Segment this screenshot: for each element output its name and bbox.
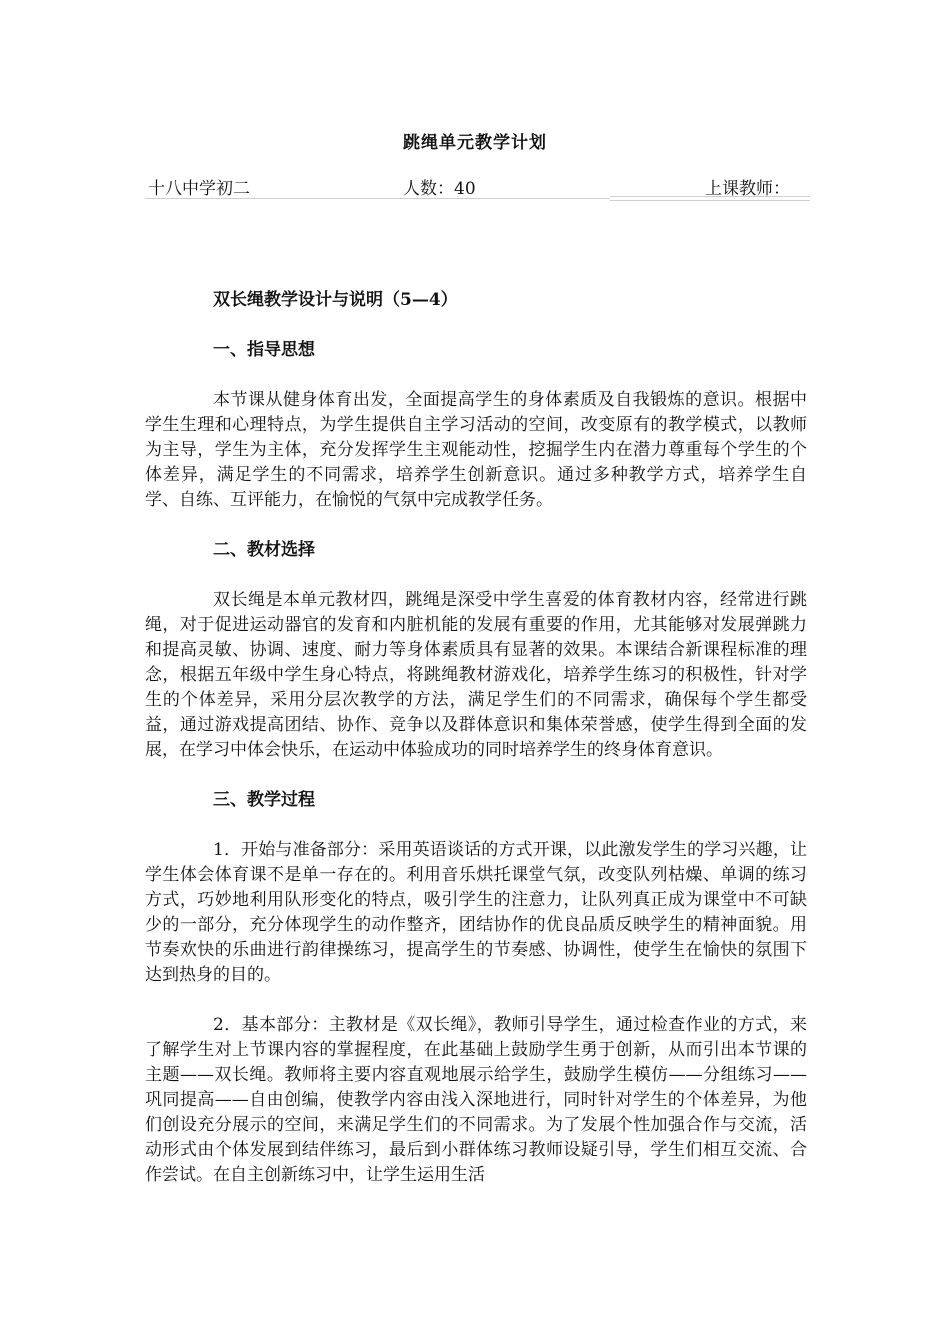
section-heading: 二、教材选择 xyxy=(213,540,315,560)
school-class-label: 十八中学初二 xyxy=(148,179,250,199)
student-count-label: 人数：40 xyxy=(403,179,476,199)
design-title: 双长绳教学设计与说明（5—4） xyxy=(213,290,458,310)
header-divider xyxy=(145,198,610,199)
section-paragraph: 双长绳是本单元教材四，跳绳是深受中学生喜爱的体育教材内容，经常进行跳绳，对于促进运动器官的发育和内脏机能的发展有重要的作用，尤其能够对发展弹跳力和提高灵敏、协调、速度、耐力等身体素质具有显著的效果。本课结合新课程标准的理念，根据五年级中学生身心特点，将跳绳教材游戏化，培养学生练习的积极性，针对学生的个体差异，采用分层次教学的方法，满足学生们的不同需求，确保每个学生都受益，通过游戏提高团结、协作、竞争以及群体意识和集体荣誉感，使学生得到全面的发展，在学习中体会快乐，在运动中体验成功的同时培养学生的终身体育意识。 xyxy=(145,590,807,760)
document-title: 跳绳单元教学计划 xyxy=(403,133,547,153)
document-body xyxy=(145,288,807,1188)
header-divider-double xyxy=(610,196,810,201)
section-heading: 一、指导思想 xyxy=(213,340,315,360)
section-heading: 三、教学过程 xyxy=(213,790,315,810)
section-paragraph: 1．开始与准备部分：采用英语谈话的方式开课，以此激发学生的学习兴趣，让学生体会体育课不是单一存在的。利用音乐烘托课堂气氛，改变队列枯燥、单调的练习方式，巧妙地利用队形变化的特点，吸引学生的注意力，让队列真正成为课堂中不可缺少的一部分，充分体现学生的动作整齐，团结协作的优良品质反映学生的精神面貌。用节奏欢快的乐曲进行韵律操练习，提高学生的节奏感、协调性，使学生在愉快的氛围下达到热身的目的。 xyxy=(145,840,807,985)
section-paragraph: 2．基本部分：主教材是《双长绳》，教师引导学生，通过检查作业的方式，来了解学生对上节课内容的掌握程度，在此基础上鼓励学生勇于创新，从而引出本节课的主题——双长绳。教师将主要内容直观地展示给学生，鼓励学生模仿——分组练习——巩同提高——自由创编，使教学内容由浅入深地进行，同时针对学生的个体差异，为他们创设充分展示的空间，来满足学生们的不同需求。为了发展个性加强合作与交流，活动形式由个体发展到结伴练习，最后到小群体练习教师设疑引导，学生们相互交流、合作尝试。在自主创新练习中，让学生运用生活 xyxy=(145,1015,807,1185)
teacher-label: 上课教师： xyxy=(705,179,790,199)
section-paragraph: 本节课从健身体育出发，全面提高学生的身体素质及自我锻炼的意识。根据中学生生理和心理特点，为学生提供自主学习活动的空间，改变原有的教学模式，以教师为主导，学生为主体，充分发挥学生主观能动性，挖掘学生内在潜力尊重每个学生的个体差异，满足学生的不同需求，培养学生创新意识。通过多种教学方式，培养学生自学、自练、互评能力，在愉悦的气氛中完成教学任务。 xyxy=(145,390,807,510)
